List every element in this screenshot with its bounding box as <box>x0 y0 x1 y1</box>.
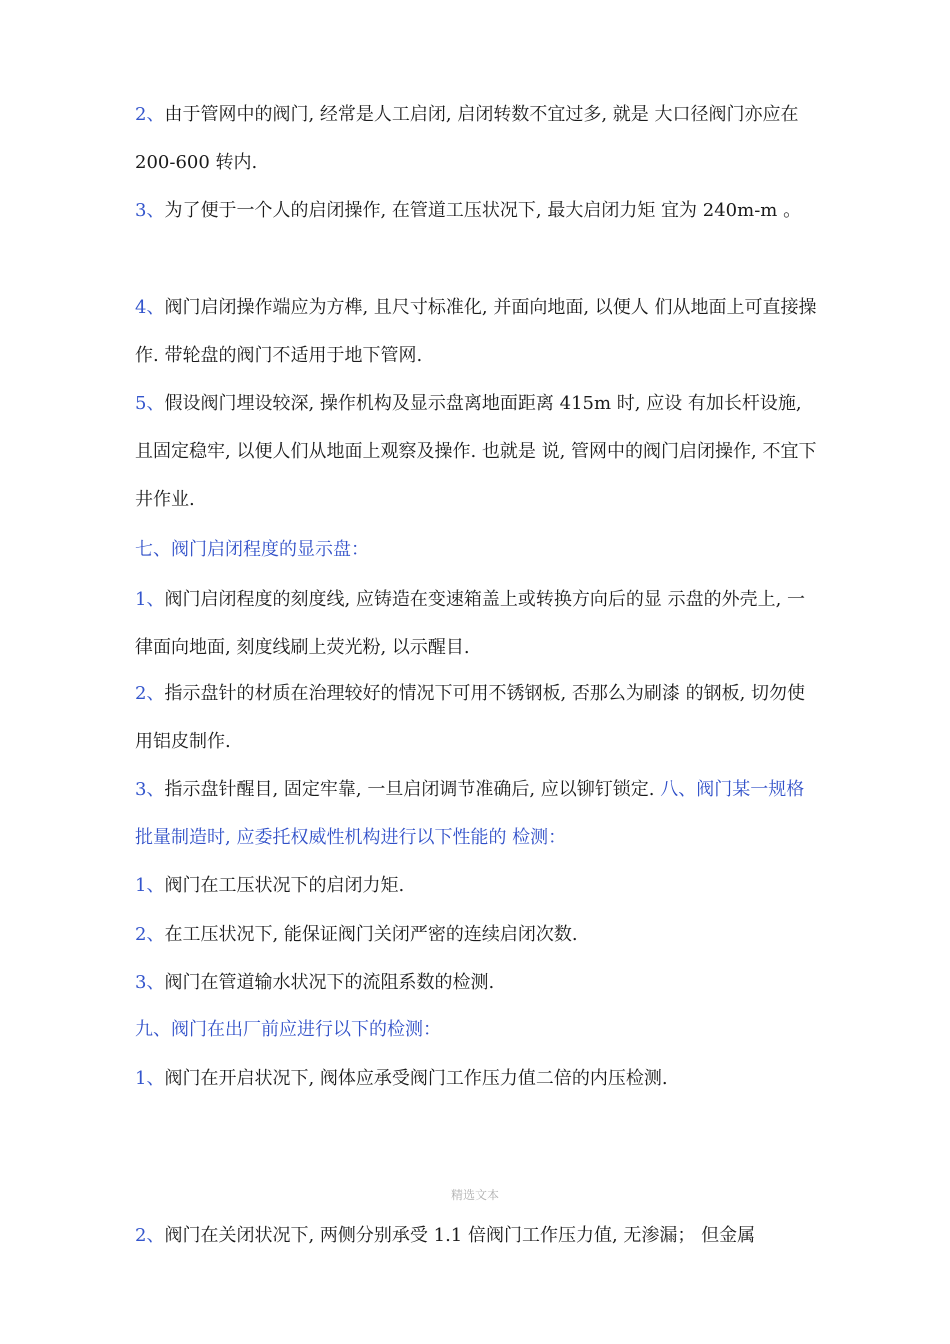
item-number: 2、 <box>135 924 165 945</box>
paragraph-1-scale-lines <box>135 576 820 672</box>
paragraph-text: 阀门在关闭状况下, 两侧分别承受 1.1 倍阀门工作压力值, 无渗漏； 但金属 <box>164 1225 756 1246</box>
item-number: 2、 <box>135 104 165 125</box>
item-number: 1、 <box>135 1068 165 1089</box>
section-heading-eight: 八、阀门某一规格批量制造时, 应委托权威性机构进行以下性能的 检测： <box>135 779 805 848</box>
paragraph-text: 指示盘针醒目, 固定牢靠, 一旦启闭调节准确后, 应以铆钉锁定. <box>164 779 655 800</box>
paragraph-text: 阀门在管道输水状况下的流阻系数的检测. <box>164 972 495 993</box>
paragraph-3-torque <box>135 187 820 235</box>
paragraph-text: 假设阀门埋设较深, 操作机构及显示盘离地面距离 415m 时, 应设 有加长杆设施, 且固定稳牢, 以便人们从地面上观察及操作. 也就是 说, 管网中的阀门启闭操作, 不宜下井作业. <box>135 393 817 510</box>
paragraph-4-square-tenon <box>135 284 820 380</box>
paragraph-text: 阀门在工压状况下的启闭力矩. <box>164 875 405 896</box>
paragraph-text: 在工压状况下, 能保证阀门关闭严密的连续启闭次数. <box>164 924 578 945</box>
item-number: 5、 <box>135 393 165 414</box>
paragraph-1-torque-test <box>135 862 820 910</box>
paragraph-2-cycle-test <box>135 911 820 959</box>
paragraph-text: 由于管网中的阀门, 经常是人工启闭, 启闭转数不宜过多, 就是 大口径阀门亦应在 200-600 转内. <box>135 104 799 173</box>
paragraph-2-closed-pressure <box>135 1212 820 1260</box>
paragraph-text: 阀门启闭操作端应为方榫, 且尺寸标准化, 并面向地面, 以便人 们从地面上可直接操作. 带轮盘的阀门不适用于地下管网. <box>135 297 817 366</box>
item-number: 3、 <box>135 972 165 993</box>
item-number: 1、 <box>135 589 165 610</box>
item-number: 3、 <box>135 779 165 800</box>
paragraph-text: 为了便于一个人的启闭操作, 在管道工压状况下, 最大启闭力矩 宜为 240m-m 。 <box>164 200 802 221</box>
item-number: 2、 <box>135 683 165 704</box>
section-heading-nine: 九、阀门在出厂前应进行以下的检测： <box>135 1019 441 1040</box>
paragraph-1-pressure-test <box>135 1055 820 1103</box>
paragraph-2-pointer-material <box>135 670 820 766</box>
item-number: 2、 <box>135 1225 165 1246</box>
paragraph-5-extension-rod <box>135 380 820 524</box>
paragraph-3-flow-resistance <box>135 959 820 1007</box>
paragraph-text: 阀门在开启状况下, 阀体应承受阀门工作压力值二倍的内压检测. <box>164 1068 668 1089</box>
page-footer: 精选文本 <box>450 1188 499 1202</box>
item-number: 4、 <box>135 297 165 318</box>
paragraph-text: 阀门启闭程度的刻度线, 应铸造在变速箱盖上或转换方向后的显 示盘的外壳上, 一律面向地面, 刻度线刷上荧光粉, 以示醒目. <box>135 589 806 658</box>
section-heading-seven: 七、阀门启闭程度的显示盘： <box>135 539 369 560</box>
item-number: 3、 <box>135 200 165 221</box>
paragraph-3-pointer-lock <box>135 766 820 862</box>
paragraph-2-valve-turns <box>135 91 820 187</box>
paragraph-text: 指示盘针的材质在治理较好的情况下可用不锈钢板, 否那么为刷漆 的钢板, 切勿使用铝皮制作. <box>135 683 806 752</box>
item-number: 1、 <box>135 875 165 896</box>
